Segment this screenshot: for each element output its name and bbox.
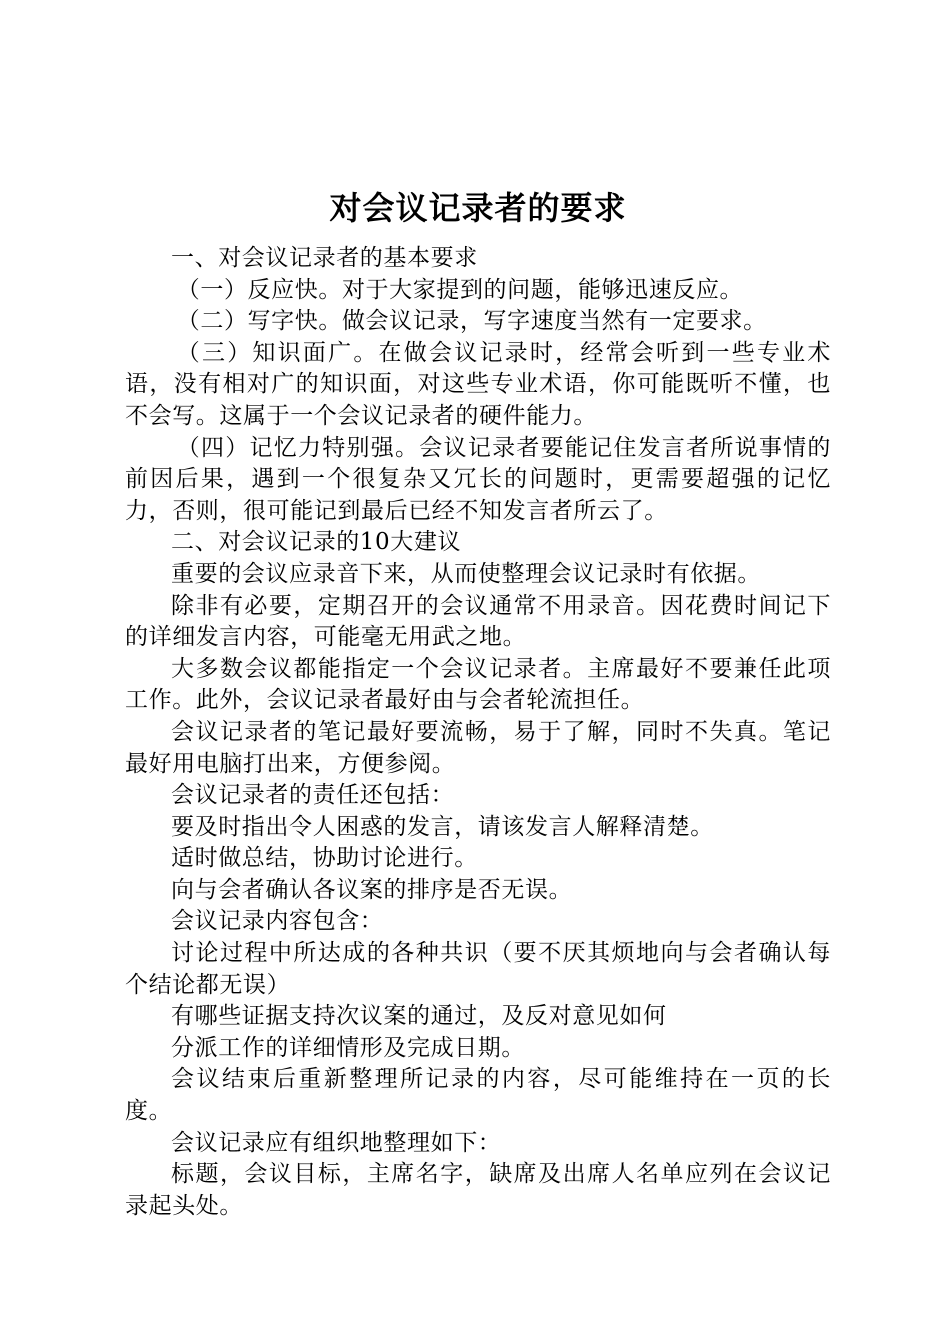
body-paragraph: 适时做总结，协助讨论进行。 bbox=[171, 845, 478, 872]
body-paragraph: 会议记录内容包含： bbox=[171, 908, 384, 935]
body-paragraph: 会议记录者的笔记最好要流畅，易于了解，同时不失真。笔记最好用电脑打出来，方便参阅。 bbox=[125, 718, 831, 777]
body-paragraph: 会议记录应有组织地整理如下： bbox=[171, 1129, 502, 1156]
body-paragraph: 会议记录者的责任还包括： bbox=[171, 782, 455, 809]
section-heading-2: 二、对会议记录的10大建议 bbox=[171, 529, 462, 556]
document-title: 对会议记录者的要求 bbox=[329, 189, 627, 227]
body-paragraph: 分派工作的详细情形及完成日期。 bbox=[171, 1034, 525, 1061]
body-paragraph: 有哪些证据支持次议案的通过，及反对意见如何 bbox=[171, 1003, 667, 1030]
body-paragraph: 向与会者确认各议案的排序是否无误。 bbox=[171, 876, 573, 903]
document-page bbox=[125, 183, 831, 1222]
body-paragraph: 会议结束后重新整理所记录的内容，尽可能维持在一页的长度。 bbox=[125, 1066, 831, 1125]
requirement-4: （四）记忆力特别强。会议记录者要能记住发言者所说事情的前因后果，遇到一个很复杂又冗长的问题时，更需要超强的记忆力，否则，很可能记到最后已经不知发言者所云了。 bbox=[125, 434, 831, 524]
body-paragraph: 大多数会议都能指定一个会议记录者。主席最好不要兼任此项工作。此外，会议记录者最好由与会者轮流担任。 bbox=[125, 655, 831, 714]
requirement-1: （一）反应快。对于大家提到的问题，能够迅速反应。 bbox=[176, 276, 744, 303]
requirement-2: （二）写字快。做会议记录，写字速度当然有一定要求。 bbox=[176, 308, 767, 335]
body-paragraph: 标题，会议目标，主席名字，缺席及出席人名单应列在会议记录起头处。 bbox=[125, 1161, 831, 1219]
body-paragraph: 除非有必要，定期召开的会议通常不用录音。因花费时间记下的详细发言内容，可能毫无用武之地。 bbox=[125, 592, 831, 651]
requirement-3: （三）知识面广。在做会议记录时，经常会听到一些专业术语，没有相对广的知识面，对这些专业术语，你可能既听不懂，也不会写。这属于一个会议记录者的硬件能力。 bbox=[125, 339, 831, 429]
body-paragraph: 重要的会议应录音下来，从而使整理会议记录时有依据。 bbox=[171, 560, 761, 587]
section-heading-1: 一、对会议记录者的基本要求 bbox=[171, 245, 478, 271]
body-paragraph: 讨论过程中所达成的各种共识（要不厌其烦地向与会者确认每个结论都无误） bbox=[125, 940, 831, 998]
body-paragraph: 要及时指出令人困惑的发言，请该发言人解释清楚。 bbox=[171, 813, 714, 840]
